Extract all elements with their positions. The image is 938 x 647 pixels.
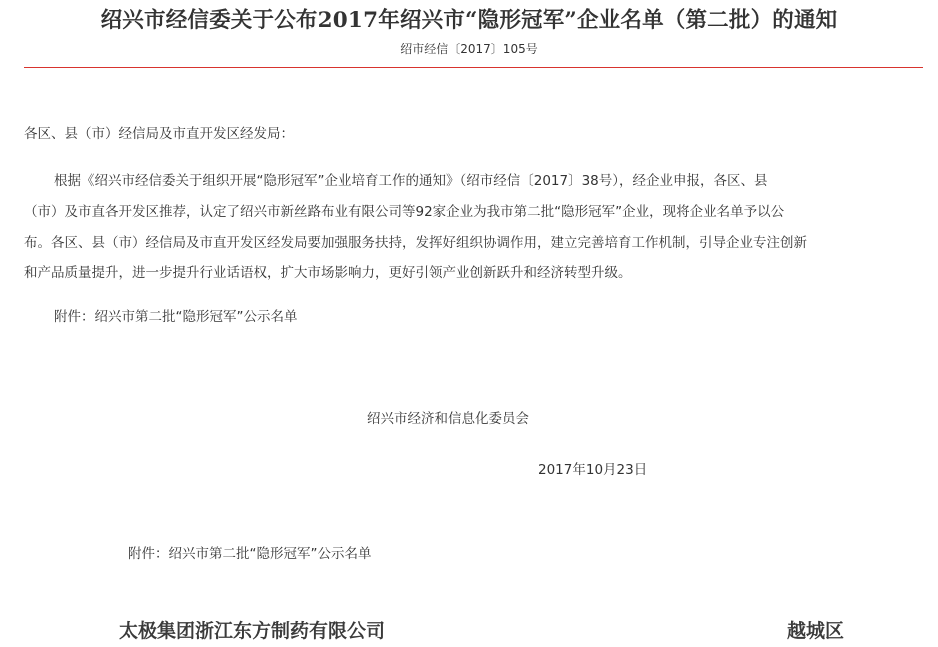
header-divider [24,67,923,68]
attachment-reference: 附件：绍兴市第二批“隐形冠军”公示名单 [54,309,298,325]
paragraph-line: 和产品质量提升，进一步提升行业话语权，扩大市场影响力，更好引领产业创新跃升和经济转型升级。 [24,265,632,281]
paragraph-line: 布。各区、县（市）经信局及市直开发区经发局要加强服务扶持，发挥好组织协调作用，建立完善培育工作机制，引导企业专注创新 [24,235,807,251]
signature-date: 2017年10月23日 [538,462,648,478]
paragraph-line: 根据《绍兴市经信委关于组织开展“隐形冠军”企业培育工作的通知》（绍市经信〔2017〕38号），经企业申报，各区、县 [54,173,768,189]
attachment-title: 附件：绍兴市第二批“隐形冠军”公示名单 [128,546,372,562]
document-number: 绍市经信〔2017〕105号 [400,42,538,56]
notice-title: 绍兴市经信委关于公布2017年绍兴市“隐形冠军”企业名单（第二批）的通知 [100,8,838,33]
paragraph-line: （市）及市直各开发区推荐，认定了绍兴市新丝路布业有限公司等92家企业为我市第二批“隐形冠军”企业，现将企业名单予以公 [24,204,785,220]
signature-organization: 绍兴市经济和信息化委员会 [367,411,529,427]
company-name: 太极集团浙江东方制药有限公司 [119,620,386,642]
district-name: 越城区 [787,620,845,642]
salutation: 各区、县（市）经信局及市直开发区经发局： [24,126,294,142]
